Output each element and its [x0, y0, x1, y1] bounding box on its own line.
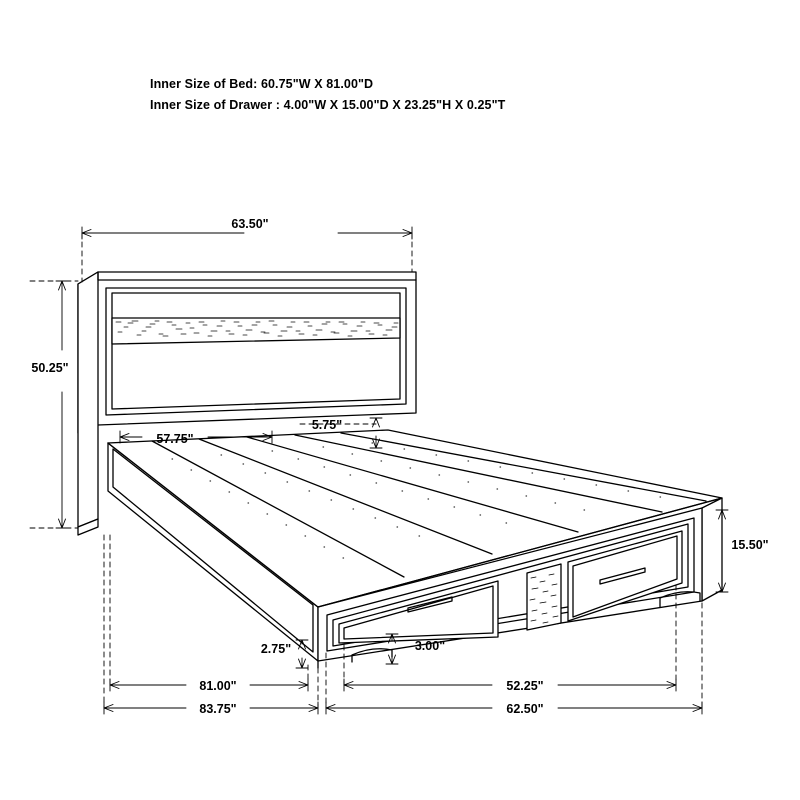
dim-footboard-to-rail: 57.75"	[156, 432, 194, 446]
dim-footboard-width: 62.50"	[506, 702, 544, 716]
dim-rail-bottom-clearance: 2.75"	[260, 642, 292, 656]
dim-headboard-height: 50.25"	[31, 361, 69, 375]
note-inner-size-bed: Inner Size of Bed: 60.75"W X 81.00"D	[150, 77, 374, 91]
dim-drawer-front-width: 52.25"	[506, 679, 544, 693]
dim-floor-clearance: 3.00"	[414, 639, 446, 653]
dim-headboard-width: 63.50"	[231, 217, 269, 231]
dim-bed-overall-length: 83.75"	[199, 702, 237, 716]
dim-footboard-height: 15.50"	[731, 538, 769, 552]
dim-bed-inner-length: 81.00"	[199, 679, 237, 693]
dim-headboard-panel-offset: 5.75"	[311, 418, 343, 432]
note-inner-size-drawer: Inner Size of Drawer : 4.00"W X 15.00"D X 23.25"H X 0.25"T	[150, 98, 506, 112]
